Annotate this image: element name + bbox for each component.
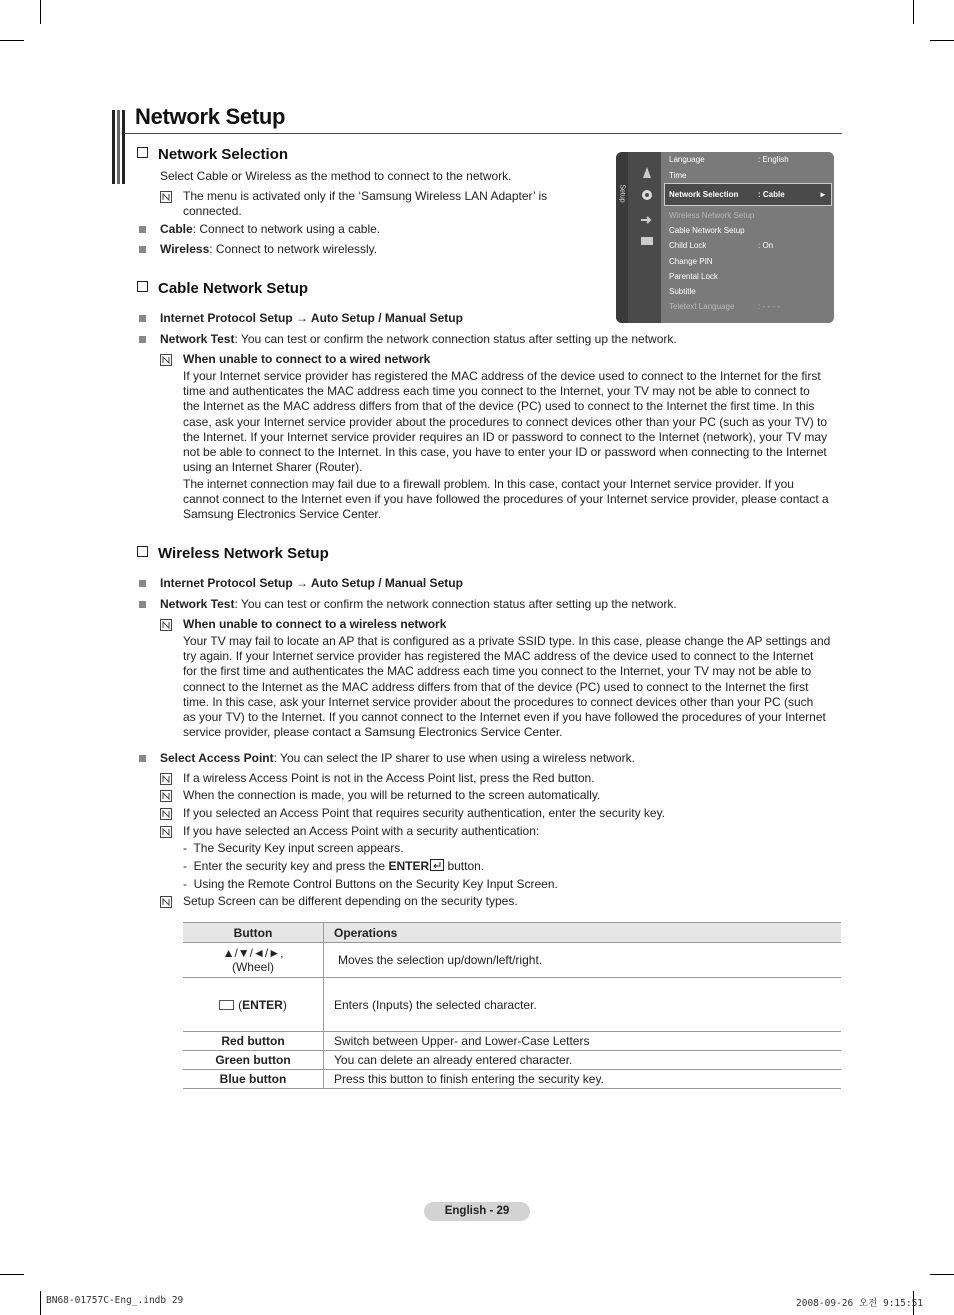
menu-item-change-pin: Change PIN bbox=[669, 257, 713, 266]
menu-item-wireless-network-setup: Wireless Network Setup bbox=[669, 211, 755, 220]
crop-mark bbox=[40, 0, 41, 24]
note-text: If you selected an Access Point that requires security authentication, enter the security key. bbox=[183, 806, 666, 820]
cable-network-test: Network Test: You can test or confirm the network connection status after setting up the network. bbox=[160, 332, 677, 346]
select-access-point: Select Access Point: You can select the IP sharer to use when using a wireless network. bbox=[160, 751, 635, 765]
wired-note-paragraph: If your Internet service provider has registered the MAC address of the device used to connect to the Internet for the first time and authenticates the MAC address each time you connect to the Internet, your TV may not be able to connect to the Internet as the MAC address differs from that of the device (PC) used to connect to the Internet the first time. In this case, ask your Internet service provider about the procedures to connect devices other than your PC (such as your TV) to the Internet. If your Internet service provider requires an ID or password to connect to the Internet (network), your TV may not be able to connect to the Internet. In this case, you have to enter your ID or password when connecting to the Internet using an Internet Sharer (Router). The internet connection may fail due to a firewall problem. In this case, contact your Internet service provider. If you cannot connect to the Internet even if you have followed the procedures of your Internet service provider, please contact a Samsung Electronics Service Center. bbox=[183, 369, 829, 522]
menu-side-label: Setup bbox=[618, 184, 626, 203]
bullet-icon bbox=[139, 315, 146, 322]
enter-icon bbox=[219, 1000, 234, 1010]
crop-mark bbox=[40, 1291, 41, 1315]
security-key-buttons-table bbox=[183, 922, 841, 1089]
application-icon bbox=[640, 233, 654, 243]
step-item: - Enter the security key and press the ENTER button. bbox=[183, 859, 485, 873]
menu-item-network-selection: Network Selection : Cable ► bbox=[669, 190, 827, 199]
wireless-ip-setup: Internet Protocol Setup → Auto Setup / Manual Setup bbox=[160, 576, 463, 590]
bullet-icon bbox=[139, 226, 146, 233]
table-cell: ▲/▼/◄/►, (Wheel) bbox=[183, 943, 324, 978]
table-header-row bbox=[183, 923, 841, 943]
cable-ip-setup: Internet Protocol Setup → Auto Setup / Manual Setup bbox=[160, 311, 463, 325]
note-icon bbox=[160, 619, 172, 631]
input-icon bbox=[640, 212, 654, 222]
checkbox-icon bbox=[137, 147, 148, 158]
crop-mark bbox=[0, 40, 24, 41]
bullet-icon bbox=[139, 580, 146, 587]
note-icon bbox=[160, 354, 172, 366]
column-header-operations: Operations bbox=[324, 923, 842, 943]
menu-list bbox=[661, 152, 834, 323]
table-cell: Press this button to finish entering the security key. bbox=[324, 1070, 842, 1089]
page-title: Network Setup bbox=[135, 104, 286, 129]
cable-option: Cable: Connect to network using a cable. bbox=[160, 222, 381, 236]
table-row bbox=[183, 1051, 841, 1070]
table-cell: (ENTER) bbox=[183, 978, 324, 1032]
checkbox-icon bbox=[137, 281, 148, 292]
column-header-button: Button bbox=[183, 923, 324, 943]
heading-text: Cable Network Setup bbox=[158, 280, 309, 297]
table-cell: Red button bbox=[183, 1032, 324, 1051]
wireless-note-heading: When unable to connect to a wireless network bbox=[183, 617, 447, 631]
menu-side-strip bbox=[616, 152, 628, 323]
menu-item-subtitle: Subtitle bbox=[669, 287, 696, 296]
heading-text: Network Selection bbox=[158, 146, 289, 163]
note-icon bbox=[160, 896, 172, 908]
enter-icon bbox=[430, 859, 444, 871]
wired-note-heading: When unable to connect to a wired network bbox=[183, 352, 431, 366]
bullet-icon bbox=[139, 601, 146, 608]
note-text: If a wireless Access Point is not in the Access Point list, press the Red button. bbox=[183, 771, 595, 785]
note-text: When the connection is made, you will be returned to the screen automatically. bbox=[183, 788, 601, 802]
setup-menu-screenshot bbox=[616, 152, 834, 323]
note-text: connected. bbox=[183, 204, 242, 218]
crop-mark bbox=[930, 40, 954, 41]
heading-text: Wireless Network Setup bbox=[158, 545, 329, 562]
step-item: - Using the Remote Control Buttons on the Security Key Input Screen. bbox=[183, 877, 558, 891]
bullet-icon bbox=[139, 336, 146, 343]
title-rule bbox=[124, 133, 842, 134]
wireless-option: Wireless: Connect to network wirelessly. bbox=[160, 242, 378, 256]
note-icon bbox=[160, 790, 172, 802]
table-cell: Enters (Inputs) the selected character. bbox=[324, 978, 842, 1032]
crop-mark bbox=[913, 0, 914, 24]
note-text: If you have selected an Access Point with a security authentication: bbox=[183, 824, 540, 838]
menu-item-language: Language : English bbox=[669, 155, 789, 164]
note-icon bbox=[160, 191, 172, 203]
table-cell: Moves the selection up/down/left/right. bbox=[324, 943, 842, 978]
table-cell: You can delete an already entered character. bbox=[324, 1051, 842, 1070]
checkbox-icon bbox=[137, 546, 148, 557]
cable-network-setup-heading bbox=[137, 280, 308, 297]
wireless-note-paragraph: Your TV may fail to locate an AP that is configured as a private SSID type. In this case, please change the AP settings and try again. If your Internet service provider has registered the MAC address of the device used to connect to the Internet for the first time and authenticates the MAC address each time you connect to the Internet, your TV may not be able to connect to the Internet as the MAC address differs from that of the device (PC) used to connect to the Internet the first time. In this case, ask your Internet service provider about the procedures to connect devices other than your PC (such as your TV) to the Internet. If you cannot connect to the Internet even if you have followed the procedures of your Internet service provider, please contact a Samsung Electronics Service Center. bbox=[183, 634, 831, 740]
note-icon bbox=[160, 773, 172, 785]
wireless-network-test: Network Test: You can test or confirm the network connection status after setting up the network. bbox=[160, 597, 677, 611]
table-row bbox=[183, 1032, 841, 1051]
crop-mark bbox=[930, 1274, 954, 1275]
page-number: English - 29 bbox=[424, 1202, 530, 1221]
note-icon bbox=[160, 826, 172, 838]
note-text: Setup Screen can be different depending on the security types. bbox=[183, 894, 518, 908]
menu-item-teletext-language: Teletext Language : - - - - bbox=[669, 302, 780, 311]
file-name: BN68-01757C-Eng_.indb 29 bbox=[46, 1295, 184, 1306]
menu-item-parental-lock: Parental Lock bbox=[669, 272, 718, 281]
table-row bbox=[183, 978, 841, 1032]
menu-item-cable-network-setup: Cable Network Setup bbox=[669, 226, 745, 235]
arrow-right-icon: ► bbox=[819, 190, 827, 199]
table-cell: Switch between Upper- and Lower-Case Letters bbox=[324, 1032, 842, 1051]
crop-mark bbox=[0, 1274, 24, 1275]
bullet-icon bbox=[139, 755, 146, 762]
menu-item-time: Time bbox=[669, 171, 687, 180]
note-icon bbox=[160, 808, 172, 820]
table-row bbox=[183, 943, 841, 978]
wireless-network-setup-heading bbox=[137, 545, 329, 562]
network-selection-intro: Select Cable or Wireless as the method to connect to the network. bbox=[160, 169, 512, 183]
menu-item-child-lock: Child Lock : On bbox=[669, 241, 774, 250]
bullet-icon bbox=[139, 246, 146, 253]
print-timestamp: 2008-09-26 오전 9:15:51 bbox=[796, 1298, 924, 1309]
table-cell: Green button bbox=[183, 1051, 324, 1070]
picture-icon bbox=[640, 166, 654, 176]
table-cell: Blue button bbox=[183, 1070, 324, 1089]
gear-icon bbox=[640, 188, 654, 198]
table-row bbox=[183, 1070, 841, 1089]
network-selection-heading bbox=[137, 146, 288, 163]
note-text: The menu is activated only if the ‘Samsung Wireless LAN Adapter’ is bbox=[183, 189, 548, 203]
step-item: - The Security Key input screen appears. bbox=[183, 841, 404, 855]
